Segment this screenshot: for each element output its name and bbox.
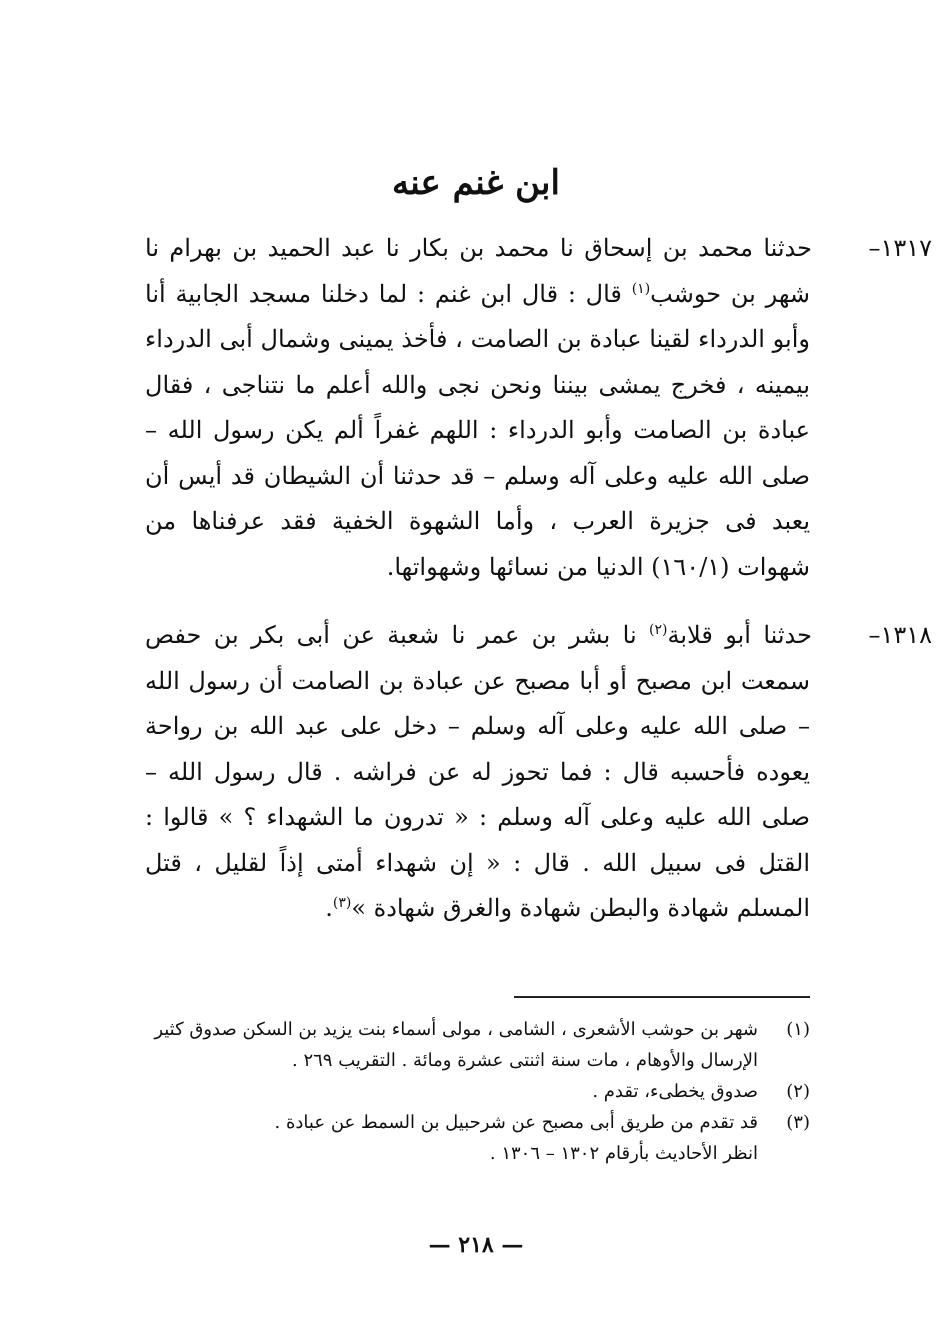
footnote-number: (٢) [786, 1081, 810, 1102]
footnote-line: صدوق يخطىء، تقدم . [592, 1081, 758, 1102]
footnote-number: (٣) [786, 1112, 810, 1133]
footnote-line: انظر الأحاديث بأرقام ١٣٠٢ – ١٣٠٦ . [489, 1143, 758, 1164]
footnote-line: قد تقدم من طريق أبى مصبح عن شرحبيل بن السمط عن عبادة . [274, 1112, 758, 1133]
footnote-ref-1: (١) [631, 280, 651, 297]
footnotes [120, 1014, 810, 1169]
hadith-1317 [145, 226, 932, 590]
hadith-text: قال : قال ابن غنم : لما دخلنا مسجد الجابية أنا وأبو الدرداء لقينا عبادة بن الصامت ، فأخذ يمينى وشمال أبى الدرداء بيمينه ، فخرج يمشى بيننا ونحن نجى والله أعلم ما نتناجى ، فقال عبادة بن الصامت وأبو الدرداء : اللهم غفراً ألم يكن رسول الله – صلى الله عليه وعلى آله وسلم – قد حدثنا أن الشيطان قد أيس أن يعبد فى جزيرة العرب ، وأما الشهوة الخفية فقد عرفناها من شهوات (١٦٠/١) الدنيا من نسائها وشهواتها. [145, 279, 810, 581]
footnote-2 [120, 1076, 810, 1107]
footnote-divider [514, 996, 810, 998]
hadith-text: نا بشر بن عمر نا شعبة عن أبى بكر بن حفص سمعت ابن مصبح أو أبا مصبح عن عبادة بن الصامت أن رسول الله – صلى الله عليه وعلى آله وسلم – دخل على عبد الله بن رواحة يعوده فأحسبه قال : فما تحوز له عن فراشه . قال رسول الله – صلى الله عليه وعلى آله وسلم : « تدرون ما الشهداء ؟ » قالوا : القتل فى سبيل الله . قال : « إن شهداء أمتى إذاً لقليل ، قتل المسلم شهادة والبطن شهادة والغرق شهادة » [145, 621, 810, 922]
hadith-1318 [145, 613, 932, 932]
page-title: ابن غنم عنه [392, 163, 560, 203]
hadith-number: ١٣١٨– [868, 621, 932, 649]
footnote-number: (١) [786, 1019, 810, 1040]
footnote-ref-3: (٣) [332, 895, 352, 911]
hadith-number: ١٣١٧– [868, 234, 932, 262]
hadith-text: حدثنا أبو قلابة [667, 621, 812, 649]
footnote-ref-2: (٢) [649, 622, 668, 638]
footnote-3 [120, 1107, 810, 1169]
footnote-line: الإرسال والأوهام ، مات سنة اثنتى عشرة ومائة . التقريب ٢٦٩ . [292, 1050, 758, 1071]
hadith-text: . [325, 894, 333, 922]
page-number: — ٢١٨ — [428, 1232, 524, 1258]
footnote-line: شهر بن حوشب الأشعرى ، الشامى ، مولى أسماء بنت يزيد بن السكن صدوق كثير [154, 1019, 758, 1040]
hadith-text: حدثنا محمد بن إسحاق نا محمد بن بكار نا عبد الحميد بن بهرام نا شهر بن حوشب [145, 234, 812, 308]
footnote-1 [120, 1014, 810, 1076]
